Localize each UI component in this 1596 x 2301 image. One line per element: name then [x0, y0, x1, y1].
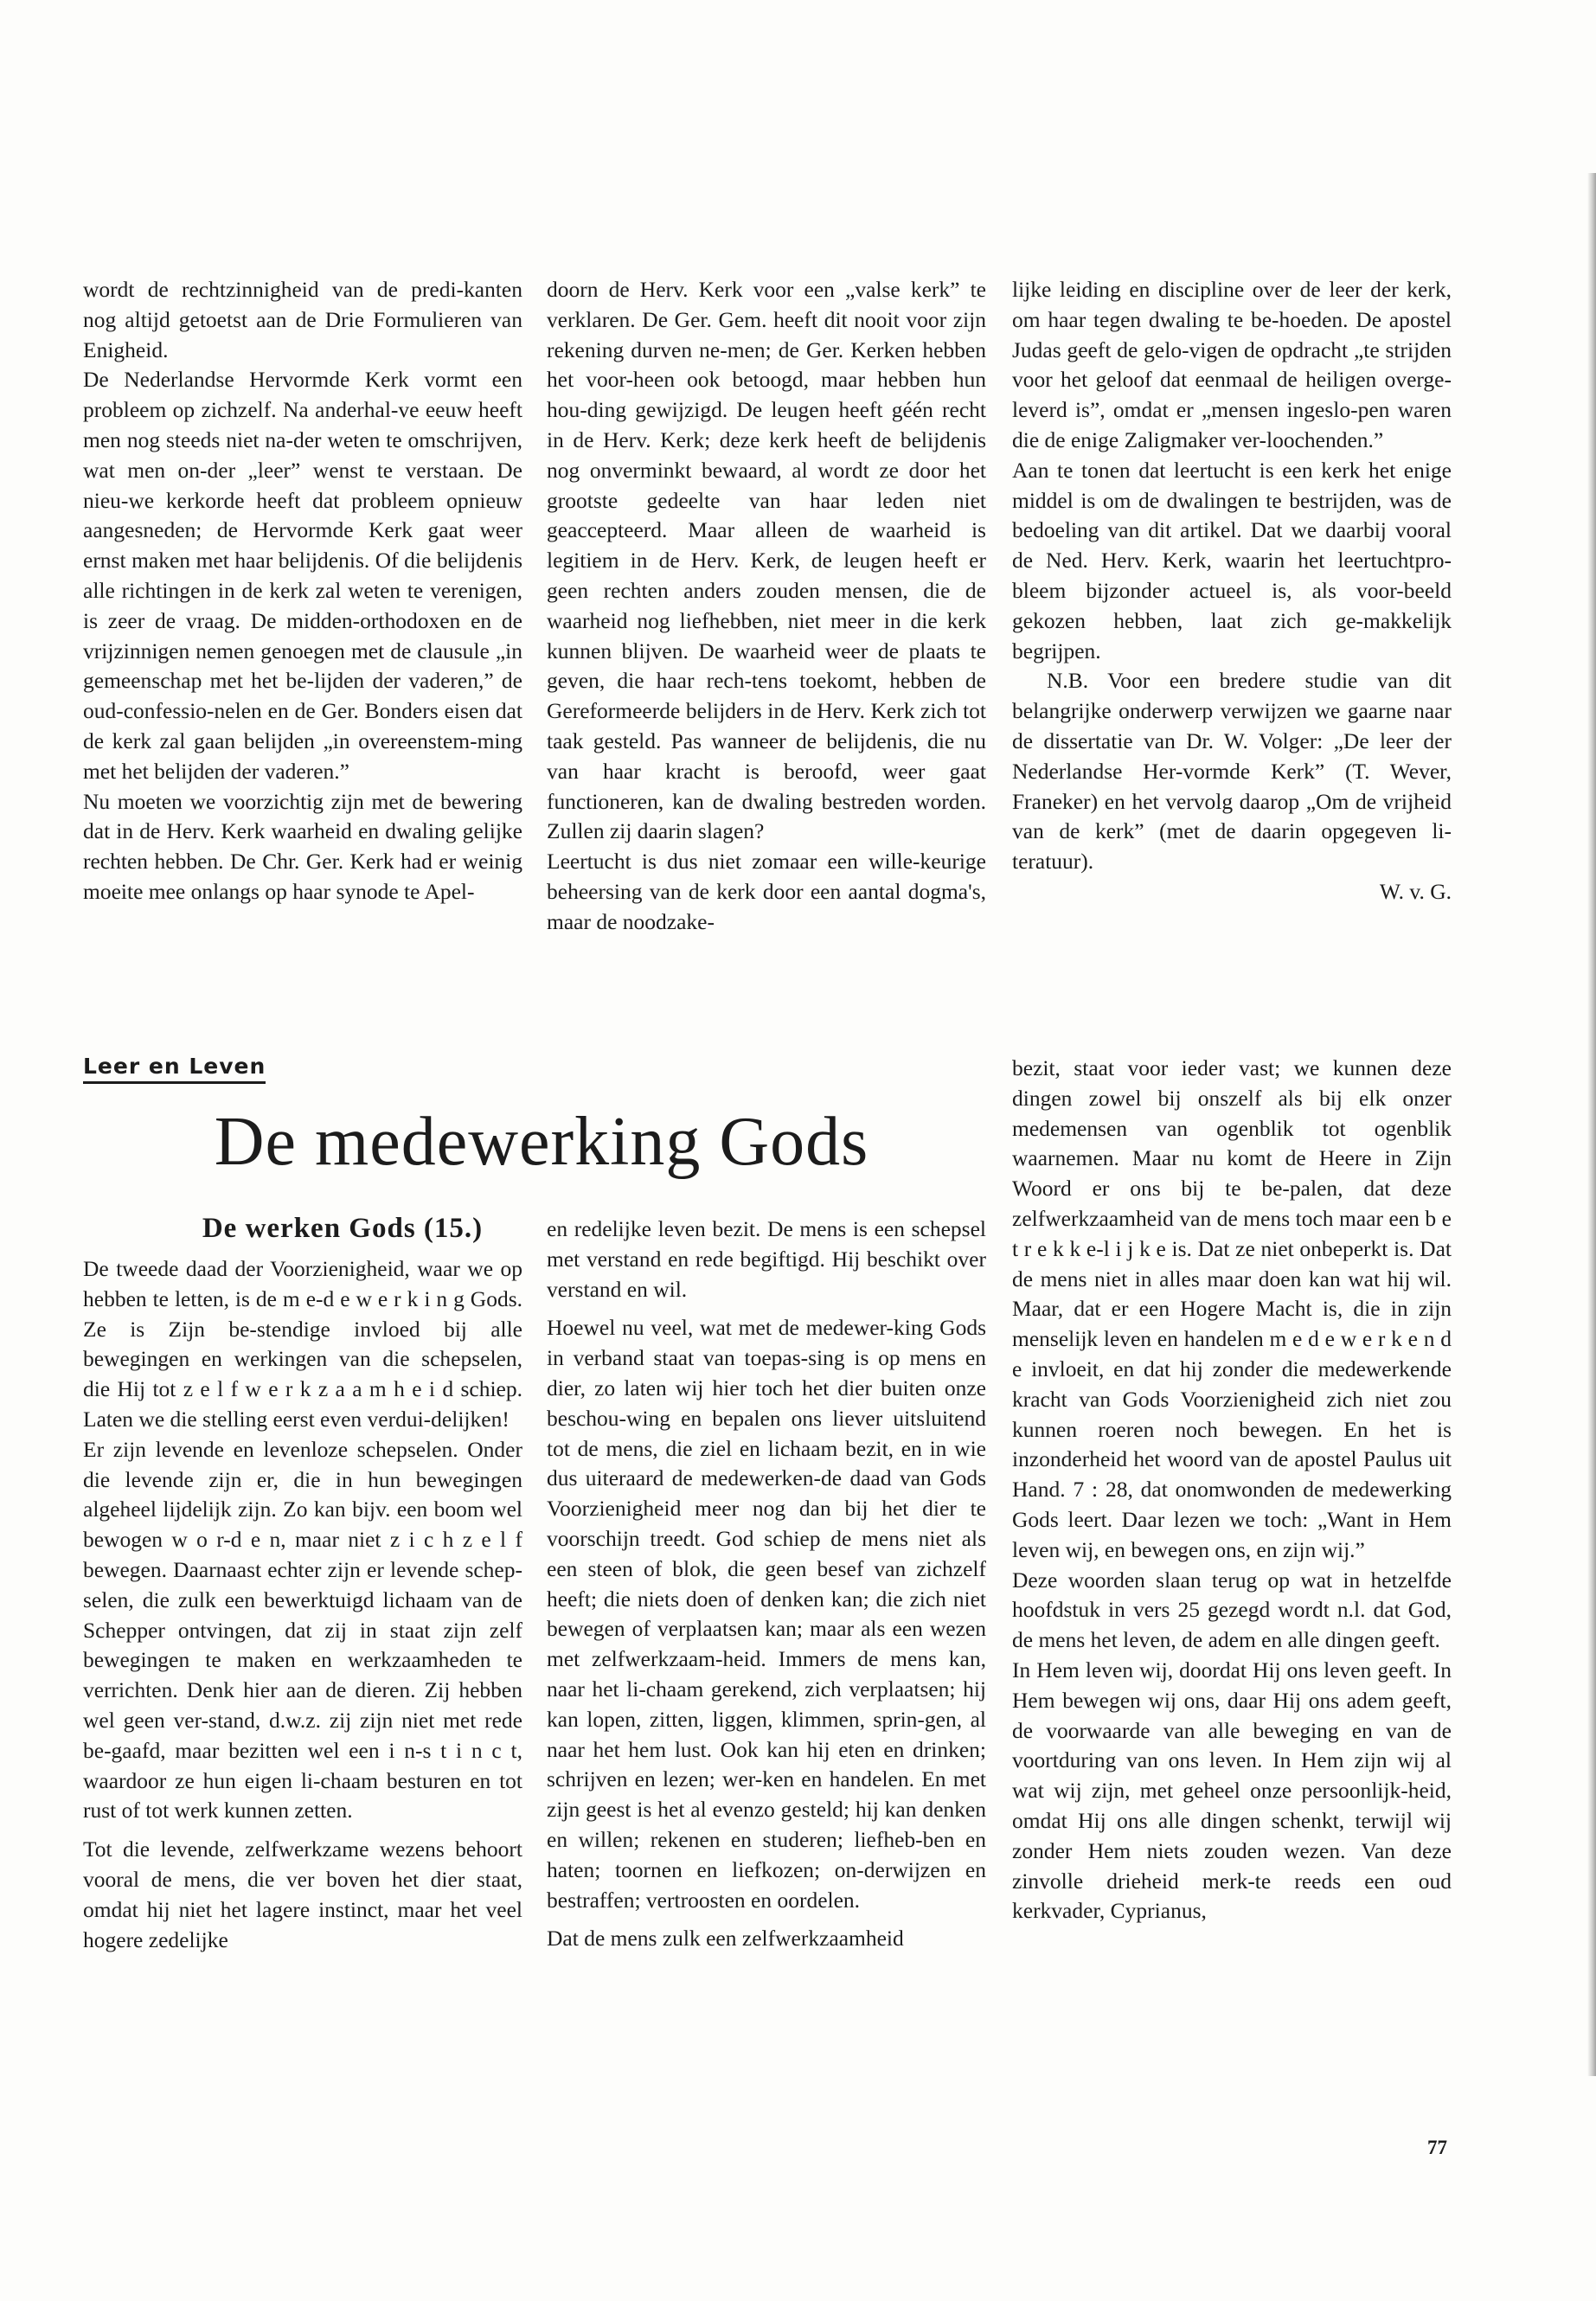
top-column-2 [547, 275, 986, 1010]
article-subtitle: De werken Gods (15.) [202, 1213, 484, 1244]
paragraph: Hoewel nu veel, wat met de medewer-king Gods in verband staat van toepas-sing is op mens en dier, zo laten wij hier toch het dier buiten onze beschou-wing en bepalen ons liever uitsluitend tot de mens, die ziel en lichaam bezit, en in wie dus uiteraard de medewerken-de daad van Gods Voorzienigheid meer nog dan bij het dier te voorschijn treedt. God schiep de mens niet als een steen of blok, die geen besef van zichzelf heeft; die niets doen of denken kan; die zich niet bewegen of verplaatsen kan; maar als een wezen met zelfwerkzaam-heid. Immers de mens kan, naar het li-chaam gerekend, zich verplaatsen; hij kan lopen, zitten, liggen, klimmen, sprin-gen, al naar het hem lust. Ook kan hij eten en drinken; schrijven en lezen; wer-ken en handelen. En met zijn geest is het al evenzo gesteld; hij kan denken en willen; rekenen en studeren; liefheb-ben en haten; toornen en liefkozen; on-derwijzen en bestraffen; vertroosten en oordelen. [547, 1315, 986, 1913]
article-column-2 [547, 1215, 986, 2119]
paragraph: wordt de rechtzinnigheid van de predi-kanten nog altijd getoetst aan de Drie Formulieren van Enigheid. [83, 277, 522, 362]
paragraph: lijke leiding en discipline over de leer der kerk, om haar tegen dwaling te be-hoeden. De apostel Judas geeft de gelo-vigen de opdracht „te strijden voor het geloof dat eenmaal de heiligen overge-leverd is”, omdat er „mensen ingeslo-pen waren die de enige Zaligmaker ver-loochenden.” [1012, 277, 1452, 452]
paragraph: N.B. Voor een bredere studie van dit belangrijke onderwerp verwijzen we gaarne naar de dissertatie van Dr. W. Volger: „De leer der Nederlandse Her-vormde Kerk” (T. Wever, Franeker) en het vervolg daarop „Om de vrijheid van de kerk” (met de daarin opgegeven li-teratuur). [1012, 668, 1452, 875]
top-column-3 [1012, 275, 1452, 1019]
article-title: De medewerking Gods [214, 1104, 869, 1180]
scan-shadow-edge [1587, 173, 1596, 2076]
paragraph: Dat de mens zulk een zelfwerkzaamheid [547, 1926, 904, 1952]
paragraph: Er zijn levende en levenloze schepselen. Onder die levende zijn er, die in hun bewegingen algeheel lijdelijk zijn. Zo kan bijv. een boom wel bewogen w o r-d e n, maar niet z i c h z e l f bewegen. Daarnaast echter zijn er levende schep-selen, die zulk een bewerktuigd lichaam van de Schepper ontvingen, dat zij in staat zijn zelf bewegingen te maken en werkzaamheden te verrichten. Denk hier aan de dieren. Zij hebben wel geen ver-stand, d.w.z. zij zijn niet met rede be-gaafd, maar bezitten wel een i n-s t i n c t, waardoor ze hun eigen li-chaam besturen en tot rust of tot werk kunnen zetten. [83, 1436, 522, 1823]
paragraph: Nu moeten we voorzichtig zijn met de bewering dat in de Herv. Kerk waarheid en dwaling gelijke rechten hebben. De Chr. Ger. Kerk had er weinig moeite mee onlangs op haar synode te Apel- [83, 788, 522, 904]
paragraph: In Hem leven wij, doordat Hij ons leven geeft. In Hem bewegen wij ons, daar Hij ons adem geeft, de voorwaarde van alle beweging en van de voortduring van ons leven. In Hem zijn wij al wat wij zijn, met geheel onze persoonlijk-heid, omdat Hij ons alle dingen schenkt, terwijl wij zonder Hem niets zouden wezen. Van deze zinvolle drieheid merk-te reeds een oud kerkvader, Cyprianus, [1012, 1657, 1452, 1924]
paragraph: doorn de Herv. Kerk voor een „valse kerk” te verklaren. De Ger. Gem. heeft dit nooit voor zijn rekening durven ne-men; de Ger. Kerken hebben het voor-heen ook betoogd, maar hebben hun hou-ding gewijzigd. De leugen heeft géén recht in de Herv. Kerk; deze kerk heeft de belijdenis nog onverminkt bewaard, al wordt ze door het grootste gedeelte van haar leden niet geaccepteerd. Maar alleen de waarheid is legitiem in de Herv. Kerk, de leugen heeft er geen rechten anders zouden mensen, die de waarheid nog liefhebben, niet meer in die kerk kunnen blijven. De waarheid weer de plaats te geven, die haar rech-tens toekomt, hebben de Gereformeerde belijders in de Herv. Kerk zich tot taak gesteld. Pas wanneer de belijdenis, die nu van haar kracht is beroofd, weer gaat functioneren, kan de dwaling bestreden worden. Zullen zij daarin slagen? [547, 277, 986, 844]
paragraph: De Nederlandse Hervormde Kerk vormt een probleem op zichzelf. Na anderhal-ve eeuw heeft men nog steeds niet na-der weten te omschrijven, wat men on-der „leer” wenst te verstaan. De nieu-we kerkorde heeft dat probleem opnieuw aangesneden; de Hervormde Kerk gaat weer ernst maken met haar belijdenis. Of die belijdenis alle richtingen in de kerk zal weten te verenigen, is zeer de vraag. De midden-orthodoxen en de vrijzinnigen nemen genoegen met de clausule „in gemeenschap met het be-lijden der vaderen,” de oud-confessio-nelen en de Ger. Bonders eisen dat de kerk zal gaan belijden „in overeenstem-ming met het belijden der vaderen.” [83, 367, 522, 784]
author-signature: W. v. G. [1379, 878, 1452, 904]
paragraph: Aan te tonen dat leertucht is een kerk het enige middel is om de dwalingen te bestrijden, was de bedoeling van dit artikel. Dat we daarbij vooral de Ned. Herv. Kerk, waarin het leertuchtpro-bleem bijzonder actueel is, als voor-beeld gekozen hebben, laat zich ge-makkelijk begrijpen. [1012, 457, 1452, 663]
article-column-3 [1012, 1054, 1452, 2119]
paragraph: Deze woorden slaan terug op wat in hetzelfde hoofdstuk in vers 25 gezegd wordt n.l. dat God, de mens het leven, de adem en alle dingen geeft. [1012, 1567, 1452, 1653]
page-number: 77 [1427, 2137, 1447, 2158]
paragraph: De tweede daad der Voorzienigheid, waar we op hebben te letten, is de m e-d e w e r k i n g Gods. Ze is Zijn be-stendige invloed bij alle bewegingen en werkingen van die schepselen, die Hij tot z e l f w e r k z a a m h e i d schiep. Laten we die stelling eerst even verdui-delijken! [83, 1256, 522, 1432]
article-column-1 [83, 1254, 522, 2119]
paragraph: en redelijke leven bezit. De mens is een schepsel met verstand en rede begiftigd. Hij beschikt over verstand en wil. [547, 1216, 986, 1302]
paragraph: Tot die levende, zelfwerkzame wezens behoort vooral de mens, die ver boven het dier staat, omdat hij niet het lagere instinct, maar het veel hogere zedelijke [83, 1836, 522, 1952]
top-column-1 [83, 275, 522, 1010]
paragraph: Leertucht is dus niet zomaar een wille-keurige beheersing van de kerk door een aantal dogma's, maar de noodzake- [547, 849, 986, 934]
section-label: Leer en Leven [83, 1054, 266, 1084]
paragraph: bezit, staat voor ieder vast; we kunnen deze dingen zowel bij onszelf als bij elk onzer medemensen van ogenblik tot ogenblik waarnemen. Maar nu komt de Heere in Zijn Woord er ons bij te be-palen, dat deze zelfwerkzaamheid van de mens toch maar een b e t r e k k e-l i j k e is. Dat ze niet onbeperkt is. Dat de mens niet in alles maar doen kan wat hij wil. Maar, dat er een Hogere Macht is, die in zijn menselijk leven en handelen m e d e w e r k e n d e invloeit, en dat hij zonder die medewerkende kracht van Gods Voorzienigheid zich niet zou kunnen roeren noch bewegen. En het is inzonderheid het woord van de apostel Paulus uit Hand. 7 : 28, dat onomwonden de medewerking Gods leert. Daar lezen we toch: „Want in Hem leven wij, en bewegen ons, en zijn wij.” [1012, 1055, 1452, 1562]
